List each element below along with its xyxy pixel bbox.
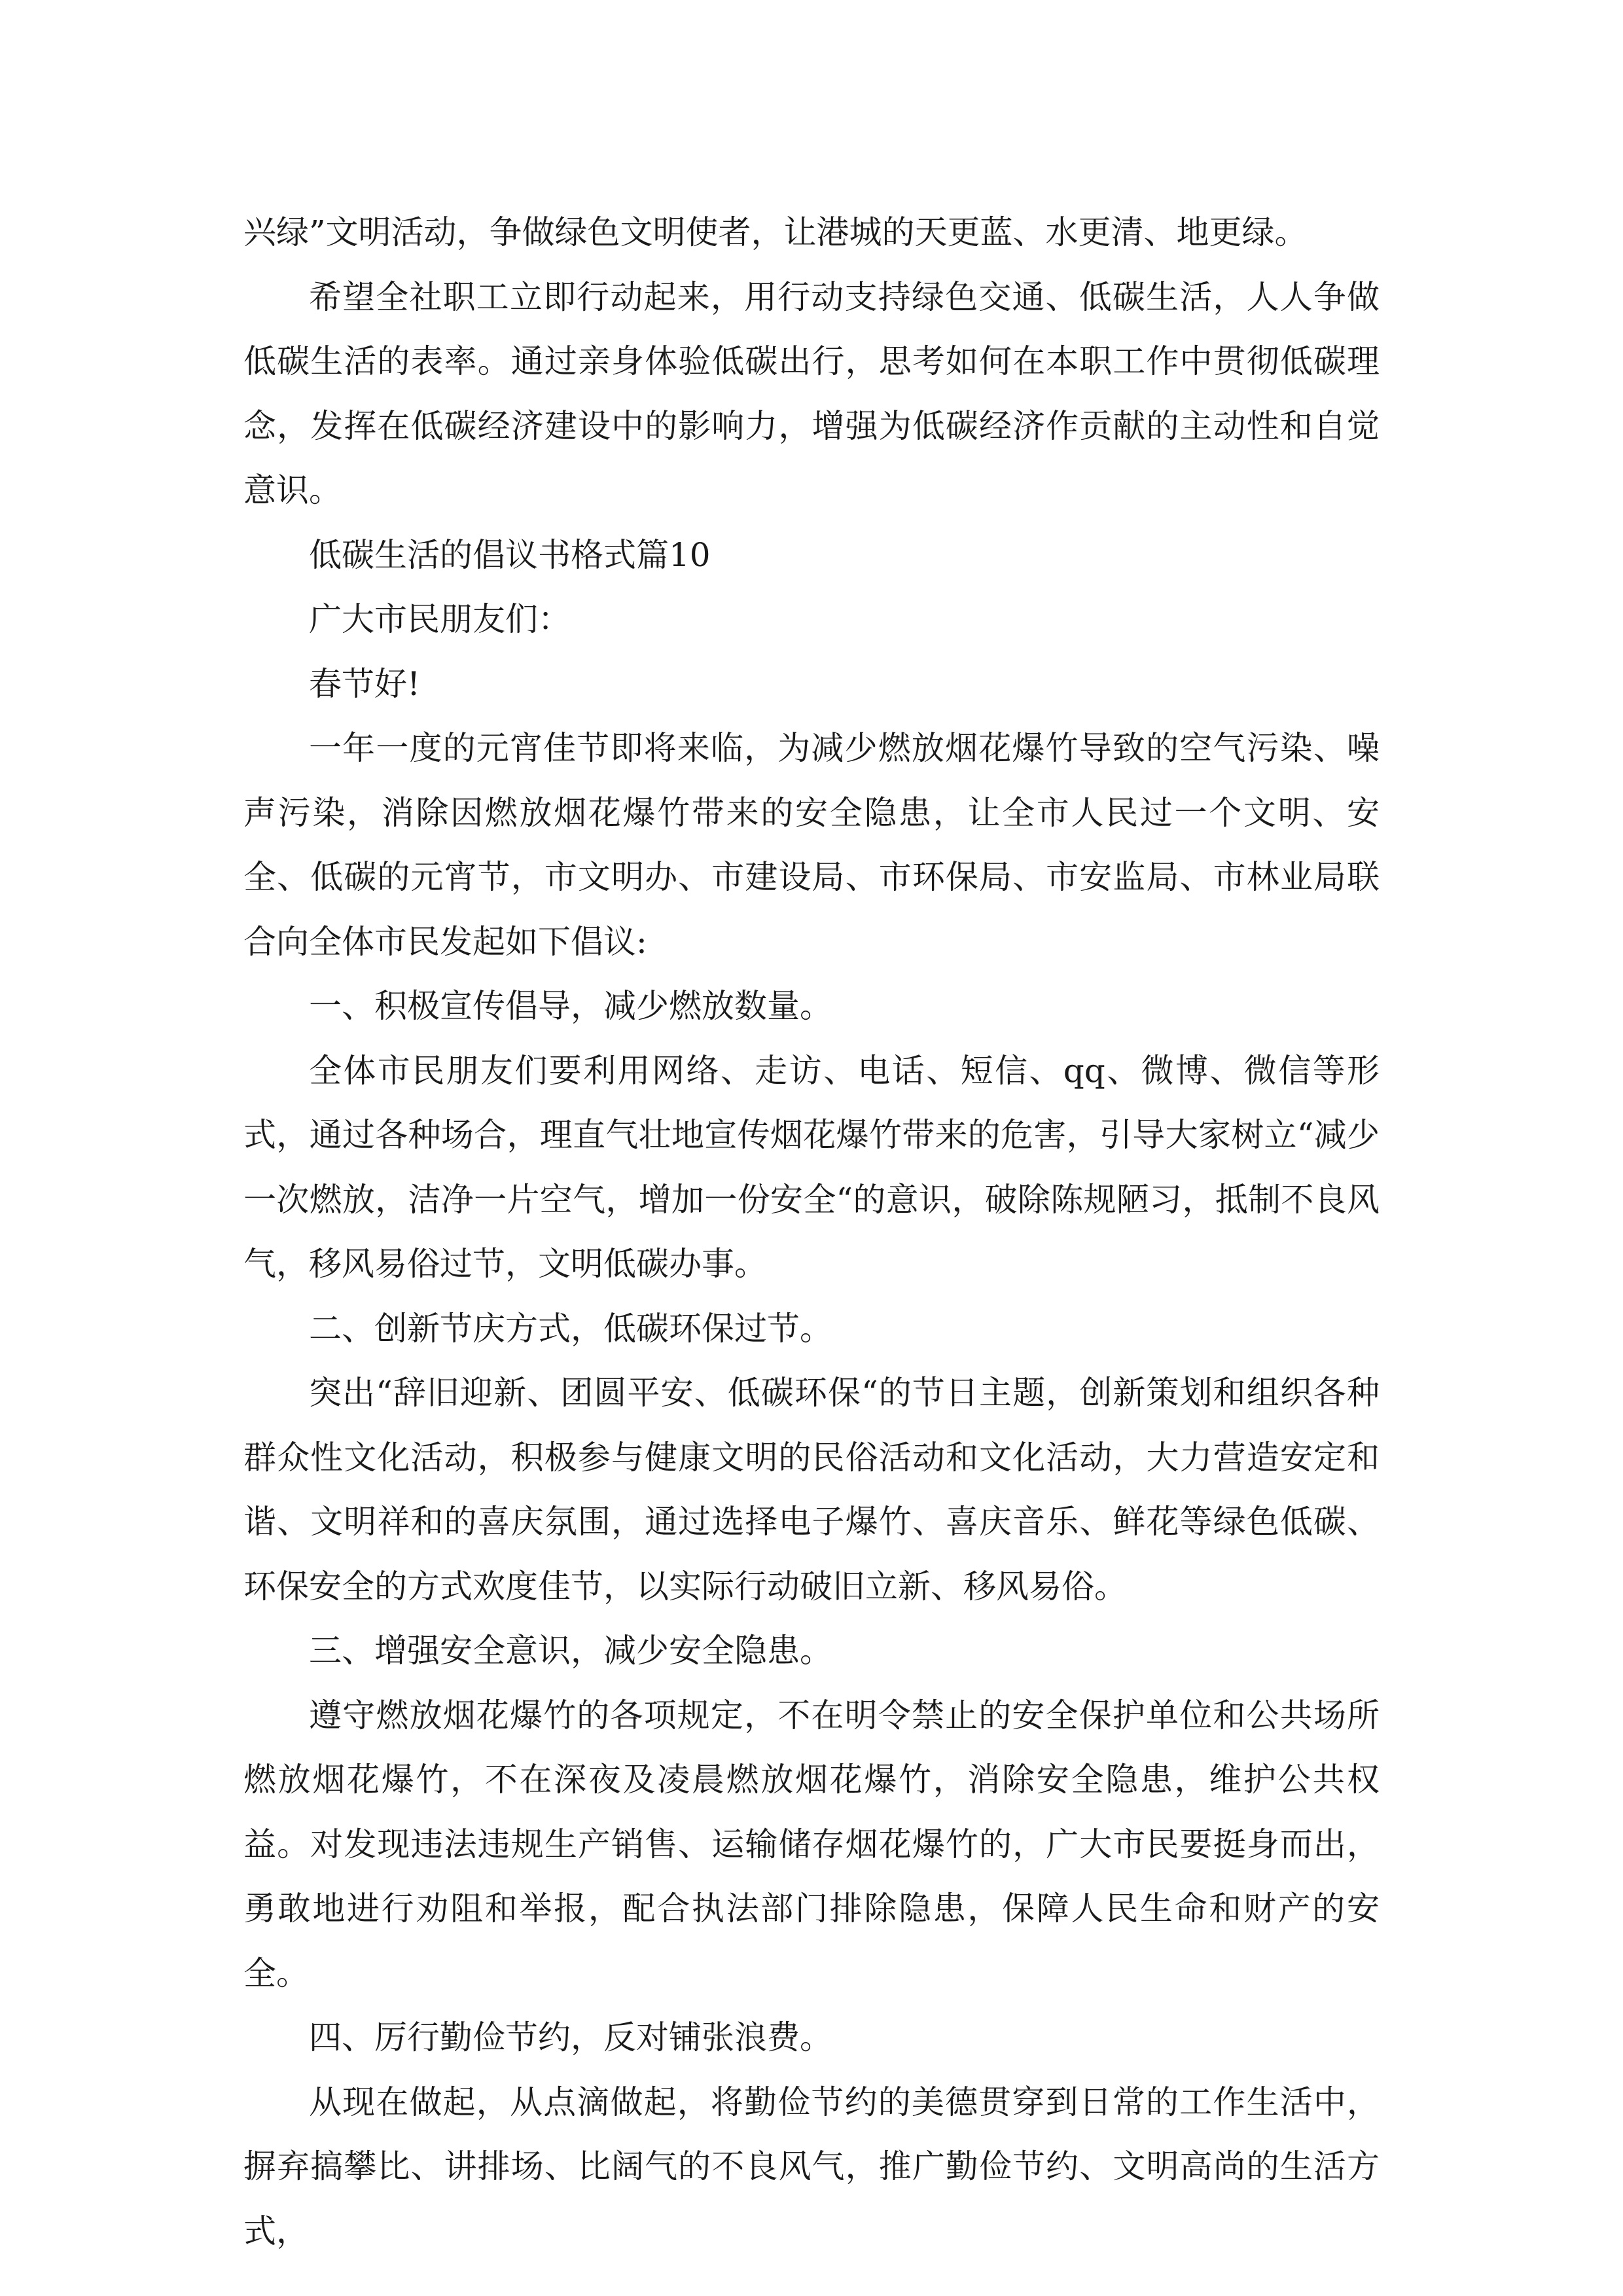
heading-item-2: 二、创新节庆方式，低碳环保过节。 <box>309 1309 832 1348</box>
heading-item-1: 一、积极宣传倡导，减少燃放数量。 <box>309 987 832 1025</box>
heading-item-3: 三、增强安全意识，减少安全隐患。 <box>309 1632 832 1670</box>
salutation: 广大市民朋友们： <box>309 600 571 638</box>
paragraph: 从现在做起，从点滴做起，将勤俭节约的美德贯穿到日常的工作生活中，摒弃搞攀比、讲排场、比阔气的不良风气，推广勤俭节约、文明高尚的生活方式， <box>243 2083 1380 2250</box>
paragraph: 希望全社职工立即行动起来，用行动支持绿色交通、低碳生活，人人争做低碳生活的表率。通过亲身体验低碳出行，思考如何在本职工作中贯彻低碳理念，发挥在低碳经济建设中的影响力，增强为低碳经济作贡献的主动性和自觉意识。 <box>243 278 1380 509</box>
document-body <box>243 200 1380 2263</box>
section-title: 低碳生活的倡议书格式篇10 <box>309 535 711 574</box>
heading-item-4: 四、厉行勤俭节约，反对铺张浪费。 <box>309 2018 832 2056</box>
paragraph: 遵守燃放烟花爆竹的各项规定，不在明令禁止的安全保护单位和公共场所燃放烟花爆竹，不在深夜及凌晨燃放烟花爆竹，消除安全隐患，维护公共权益。对发现违法违规生产销售、运输储存烟花爆竹的，广大市民要挺身而出，勇敢地进行劝阻和举报，配合执法部门排除隐患，保障人民生命和财产的安全。 <box>243 1696 1380 1992</box>
greeting: 春节好! <box>309 664 421 703</box>
paragraph: 一年一度的元宵佳节即将来临，为减少燃放烟花爆竹导致的空气污染、噪声污染，消除因燃放烟花爆竹带来的安全隐患，让全市人民过一个文明、安全、低碳的元宵节，市文明办、市建设局、市环保局、市安监局、市林业局联合向全体市民发起如下倡议: <box>243 729 1380 961</box>
paragraph: 突出“辞旧迎新、团圆平安、低碳环保“的节日主题，创新策划和组织各种群众性文化活动，积极参与健康文明的民俗活动和文化活动，大力营造安定和谐、文明祥和的喜庆氛围，通过选择电子爆竹、喜庆音乐、鲜花等绿色低碳、环保安全的方式欢度佳节，以实际行动破旧立新、移风易俗。 <box>243 1374 1380 1605</box>
paragraph: 全体市民朋友们要利用网络、走访、电话、短信、qq、微博、微信等形式，通过各种场合，理直气壮地宣传烟花爆竹带来的危害，引导大家树立“减少一次燃放，洁净一片空气，增加一份安全“的意识，破除陈规陋习，抵制不良风气，移风易俗过节，文明低碳办事。 <box>243 1051 1380 1283</box>
paragraph-continuation: 兴绿”文明活动，争做绿色文明使者，让港城的天更蓝、水更清、地更绿。 <box>243 213 1308 251</box>
